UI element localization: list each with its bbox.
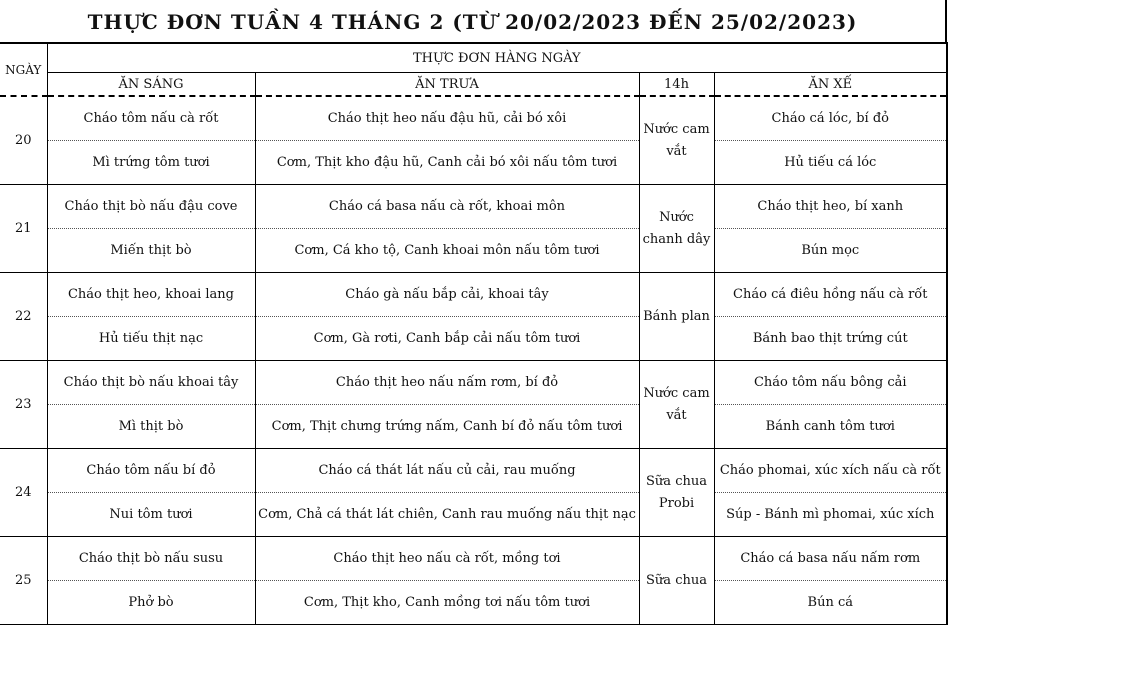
lunch-cell: Cơm, Gà rơti, Canh bắp cải nấu tôm tươi	[255, 317, 639, 361]
lunch-cell: Cháo thịt heo nấu cà rốt, mồng tơi	[255, 537, 639, 581]
breakfast-cell: Cháo thịt bò nấu susu	[47, 537, 255, 581]
snack-cell: Sữa chua Probi	[639, 449, 714, 537]
afternoon-cell: Cháo thịt heo, bí xanh	[714, 185, 947, 229]
afternoon-cell: Bún mọc	[714, 229, 947, 273]
table-row	[0, 96, 947, 141]
header-snack-14h: 14h	[639, 73, 714, 97]
header-breakfast: ĂN SÁNG	[47, 73, 255, 97]
day-number: 23	[0, 361, 47, 449]
day-number: 25	[0, 537, 47, 625]
snack-cell: Sữa chua	[639, 537, 714, 625]
snack-cell: Nước cam vắt	[639, 361, 714, 449]
breakfast-cell: Cháo tôm nấu bí đỏ	[47, 449, 255, 493]
afternoon-cell: Cháo cá basa nấu nấm rơm	[714, 537, 947, 581]
lunch-cell: Cháo thịt heo nấu nấm rơm, bí đỏ	[255, 361, 639, 405]
table-row	[0, 141, 947, 185]
weekly-menu-table	[0, 42, 948, 625]
snack-cell: Bánh plan	[639, 273, 714, 361]
day-number: 21	[0, 185, 47, 273]
table-row	[0, 317, 947, 361]
breakfast-cell: Miến thịt bò	[47, 229, 255, 273]
lunch-cell: Cơm, Thịt kho đậu hũ, Canh cải bó xôi nấu tôm tươi	[255, 141, 639, 185]
day-number: 24	[0, 449, 47, 537]
afternoon-cell: Hủ tiếu cá lóc	[714, 141, 947, 185]
afternoon-cell: Súp - Bánh mì phomai, xúc xích	[714, 493, 947, 537]
afternoon-cell: Bánh bao thịt trứng cút	[714, 317, 947, 361]
breakfast-cell: Cháo thịt heo, khoai lang	[47, 273, 255, 317]
breakfast-cell: Cháo tôm nấu cà rốt	[47, 96, 255, 141]
table-row	[0, 493, 947, 537]
breakfast-cell: Cháo thịt bò nấu khoai tây	[47, 361, 255, 405]
lunch-cell: Cơm, Chả cá thát lát chiên, Canh rau muống nấu thịt nạc	[255, 493, 639, 537]
header-lunch: ĂN TRƯA	[255, 73, 639, 97]
table-row	[0, 581, 947, 625]
snack-cell: Nước chanh dây	[639, 185, 714, 273]
lunch-cell: Cơm, Cá kho tộ, Canh khoai môn nấu tôm tươi	[255, 229, 639, 273]
header-afternoon: ĂN XẾ	[714, 73, 947, 97]
table-row	[0, 273, 947, 317]
menu-body	[0, 96, 947, 625]
day-number: 20	[0, 96, 47, 185]
lunch-cell: Cháo gà nấu bắp cải, khoai tây	[255, 273, 639, 317]
table-row	[0, 229, 947, 273]
breakfast-cell: Phở bò	[47, 581, 255, 625]
table-row	[0, 185, 947, 229]
afternoon-cell: Cháo cá lóc, bí đỏ	[714, 96, 947, 141]
breakfast-cell: Nui tôm tươi	[47, 493, 255, 537]
lunch-cell: Cơm, Thịt chưng trứng nấm, Canh bí đỏ nấu tôm tươi	[255, 405, 639, 449]
table-row	[0, 537, 947, 581]
header-daily-menu: THỰC ĐƠN HÀNG NGÀY	[47, 43, 947, 73]
breakfast-cell: Mì trứng tôm tươi	[47, 141, 255, 185]
lunch-cell: Cháo cá basa nấu cà rốt, khoai môn	[255, 185, 639, 229]
table-row	[0, 405, 947, 449]
afternoon-cell: Cháo tôm nấu bông cải	[714, 361, 947, 405]
breakfast-cell: Hủ tiếu thịt nạc	[47, 317, 255, 361]
afternoon-cell: Bánh canh tôm tươi	[714, 405, 947, 449]
table-row	[0, 361, 947, 405]
table-row	[0, 449, 947, 493]
breakfast-cell: Mì thịt bò	[47, 405, 255, 449]
breakfast-cell: Cháo thịt bò nấu đậu cove	[47, 185, 255, 229]
day-number: 22	[0, 273, 47, 361]
snack-cell: Nước cam vắt	[639, 96, 714, 185]
lunch-cell: Cháo thịt heo nấu đậu hũ, cải bó xôi	[255, 96, 639, 141]
header-day: NGÀY	[0, 43, 47, 96]
afternoon-cell: Cháo cá điêu hồng nấu cà rốt	[714, 273, 947, 317]
page-title: THỰC ĐƠN TUẦN 4 THÁNG 2 (TỪ 20/02/2023 ĐẾN 25/02/2023)	[0, 0, 947, 42]
lunch-cell: Cháo cá thát lát nấu củ cải, rau muống	[255, 449, 639, 493]
lunch-cell: Cơm, Thịt kho, Canh mồng tơi nấu tôm tươi	[255, 581, 639, 625]
afternoon-cell: Bún cá	[714, 581, 947, 625]
afternoon-cell: Cháo phomai, xúc xích nấu cà rốt	[714, 449, 947, 493]
